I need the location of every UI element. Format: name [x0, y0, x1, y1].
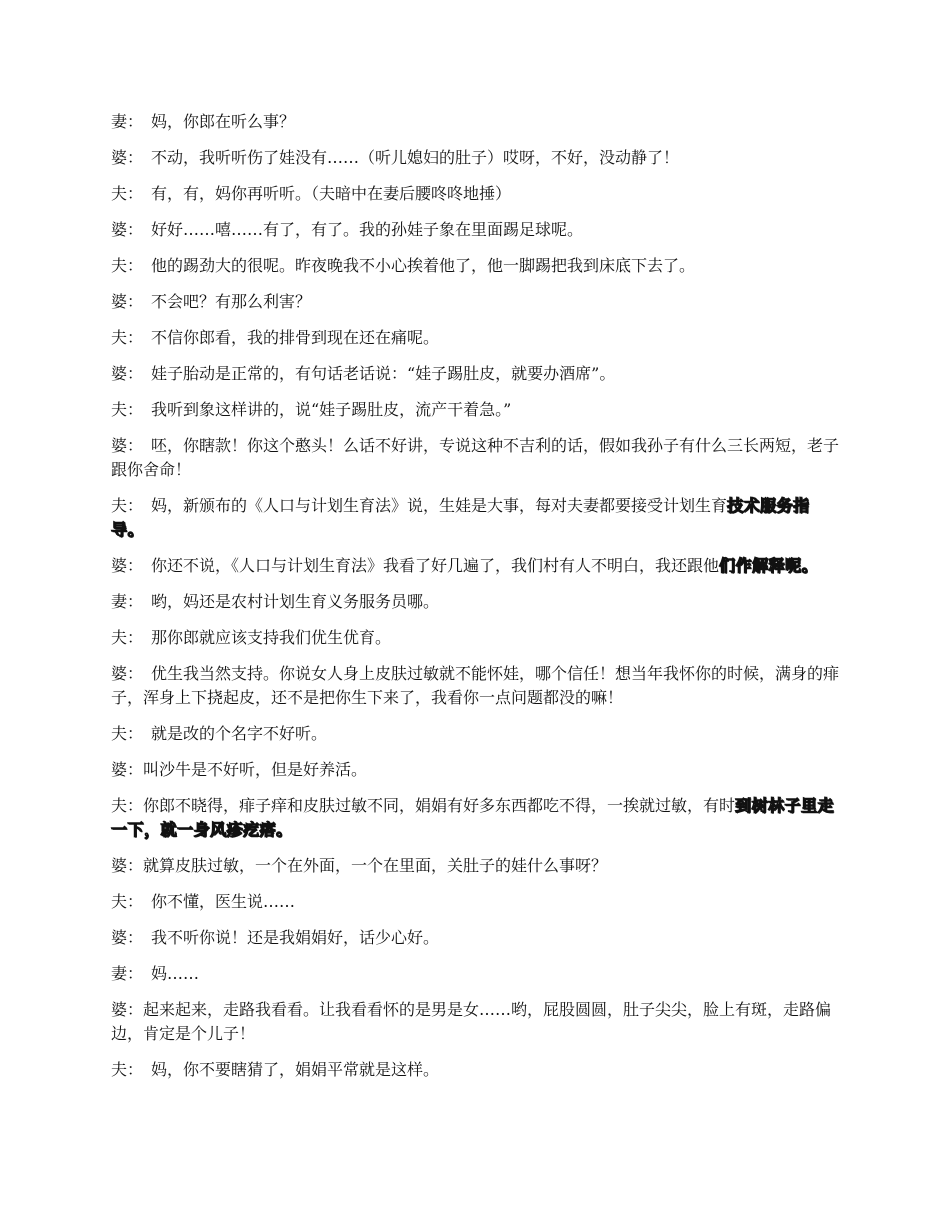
dialogue-line-17: 婆：叫沙牛是不好听，但是好养活。 — [111, 760, 368, 779]
dialogue-line-16: 夫： 就是改的个名字不好听。 — [111, 724, 328, 743]
dialogue-line-18-tail: 到树林子里走一下，就一身风疹疙瘩。 — [111, 796, 835, 839]
dialogue-line-9: 夫： 我听到象这样讲的，说“娃子踢肚皮，流产干着急。” — [111, 400, 512, 419]
dialogue-line-20: 夫： 你不懂，医生说…… — [111, 892, 296, 911]
dialogue-line-10: 婆： 呸，你瞎款！你这个憨头！么话不好讲，专说这种不吉利的话，假如我孙子有什么三长两短，老子跟你舍命！ — [111, 436, 840, 479]
dialogue-line-7: 夫： 不信你郎看，我的排骨到现在还在痛呢。 — [111, 328, 440, 347]
dialogue-line-3: 夫： 有，有，妈你再听听。（夫暗中在妻后腰咚咚地捶） — [111, 184, 512, 203]
dialogue-line-8: 婆： 娃子胎动是正常的，有句话老话说：“娃子踢肚皮，就要办酒席”。 — [111, 364, 616, 383]
dialogue-line-13: 妻： 哟，妈还是农村计划生育义务服务员哪。 — [111, 592, 440, 611]
dialogue-line-5: 夫： 他的踢劲大的很呢。昨夜晚我不小心挨着他了，他一脚踢把我到床底下去了。 — [111, 256, 696, 275]
dialogue-line-11 — [111, 494, 841, 542]
dialogue-line-18-main: 夫：你郎不晓得，痱子痒和皮肤过敏不同，娟娟有好多东西都吃不得，一挨就过敏，有时 — [111, 796, 736, 815]
dialogue-line-14: 夫： 那你郎就应该支持我们优生优育。 — [111, 628, 392, 647]
dialogue-line-1: 妻： 妈，你郎在听么事？ — [111, 112, 296, 131]
dialogue-line-11-main: 夫： 妈，新颁布的《人口与计划生育法》说，生娃是大事，每对夫妻都要接受计划生育 — [111, 496, 728, 515]
dialogue-line-2: 婆： 不动，我听听伤了娃没有……（听儿媳妇的肚子）哎呀，不好，没动静了！ — [111, 148, 680, 167]
dialogue-line-21: 婆： 我不听你说！还是我娟娟好，话少心好。 — [111, 928, 440, 947]
dialogue-line-4: 婆： 好好……嘻……有了，有了。我的孙娃子象在里面踢足球呢。 — [111, 220, 584, 239]
dialogue-line-23: 婆：起来起来，走路我看看。让我看看怀的是男是女……哟，屁股圆圆，肚子尖尖，脸上有斑，走路偏边，肯定是个儿子！ — [111, 1000, 832, 1043]
dialogue-line-12-tail: 们作解释呢。 — [719, 556, 819, 575]
dialogue-line-22: 妻： 妈…… — [111, 964, 200, 983]
dialogue-line-12 — [111, 554, 841, 578]
dialogue-line-15: 婆： 优生我当然支持。你说女人身上皮肤过敏就不能怀娃，哪个信任！想当年我怀你的时候，满身的痱子，浑身上下挠起皮，还不是把你生下来了，我看你一点问题都没的嘛！ — [111, 664, 840, 707]
dialogue-line-11-tail: 技术服务指导。 — [111, 496, 810, 539]
dialogue-line-18 — [111, 794, 841, 842]
document-page — [111, 110, 841, 1094]
dialogue-line-19: 婆：就算皮肤过敏，一个在外面，一个在里面，关肚子的娃什么事呀？ — [111, 856, 608, 875]
dialogue-line-12-main: 婆： 你还不说，《人口与计划生育法》我看了好几遍了，我们村有人不明白，我还跟他 — [111, 556, 720, 575]
dialogue-line-6: 婆： 不会吧？有那么利害？ — [111, 292, 312, 311]
dialogue-line-24: 夫： 妈，你不要瞎猜了，娟娟平常就是这样。 — [111, 1060, 440, 1079]
